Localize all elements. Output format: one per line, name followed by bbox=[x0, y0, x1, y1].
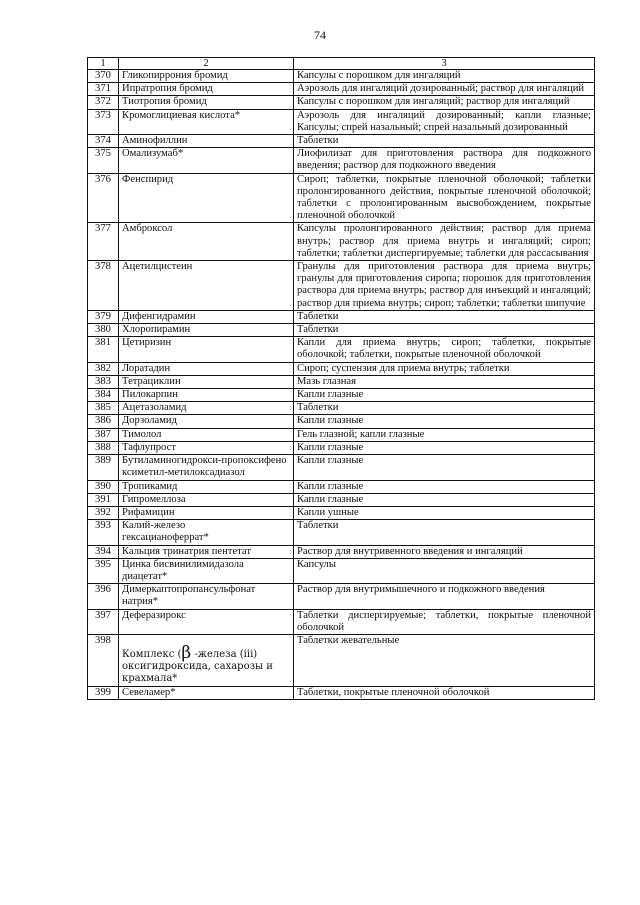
table-row bbox=[88, 686, 595, 699]
dosage-form: Аэрозоль для ингаляций дозированный; капли глазные; Капсулы; спрей назальный; спрей назальный дозированный bbox=[294, 109, 595, 134]
table-row bbox=[88, 173, 595, 223]
drug-name: Гликопиррония бромид bbox=[119, 70, 294, 83]
drug-name: Амброксол bbox=[119, 223, 294, 261]
dosage-form: Таблетки bbox=[294, 135, 595, 148]
row-number: 396 bbox=[88, 584, 119, 609]
table-row bbox=[88, 83, 595, 96]
dosage-form: Гранулы для приготовления раствора для приема внутрь; гранулы для приготовления сиропа; порошок для приготовления раствора для приема внутрь; раствор для инъекций и ингаляций; раствор для приема внутрь; сироп; таблетки; таблетки шипучие bbox=[294, 261, 595, 311]
row-number: 384 bbox=[88, 389, 119, 402]
table-row bbox=[88, 455, 595, 480]
dosage-form: Таблетки bbox=[294, 520, 595, 545]
dosage-form: Капли глазные bbox=[294, 480, 595, 493]
dosage-form: Капли глазные bbox=[294, 415, 595, 428]
page-number: 74 bbox=[314, 28, 326, 42]
drug-name: Аминофиллин bbox=[119, 135, 294, 148]
row-number: 387 bbox=[88, 428, 119, 441]
dosage-form: Раствор для внутримышечного и подкожного введения bbox=[294, 584, 595, 609]
dosage-form: Капли глазные bbox=[294, 455, 595, 480]
table-row bbox=[88, 148, 595, 173]
drug-name: Цинка бисвинилимидазола диацетат* bbox=[119, 558, 294, 583]
row-number: 383 bbox=[88, 375, 119, 388]
row-number: 391 bbox=[88, 493, 119, 506]
drug-name-suffix: -железа (iii) оксигидроксида, сахарозы и крахмала* bbox=[122, 648, 273, 685]
table-row bbox=[88, 415, 595, 428]
dosage-form: Капсулы bbox=[294, 558, 595, 583]
dosage-form: Таблетки жевательные bbox=[294, 634, 595, 686]
dosage-form: Таблетки bbox=[294, 324, 595, 337]
dosage-form: Капли для приема внутрь; сироп; таблетки, покрытые оболочкой; таблетки, покрытые пленочной оболочкой bbox=[294, 337, 595, 362]
beta-symbol: β bbox=[181, 642, 192, 663]
row-number: 381 bbox=[88, 337, 119, 362]
drug-name: Кальция тринатрия пентетат bbox=[119, 545, 294, 558]
table-row bbox=[88, 389, 595, 402]
row-number: 376 bbox=[88, 173, 119, 223]
row-number: 380 bbox=[88, 324, 119, 337]
dosage-form: Сироп; суспензия для приема внутрь; таблетки bbox=[294, 362, 595, 375]
dosage-form: Мазь глазная bbox=[294, 375, 595, 388]
drug-name bbox=[119, 634, 294, 686]
dosage-form: Сироп; таблетки, покрытые пленочной оболочкой; таблетки пролонгированного действия, покрытые пленочной оболочкой; таблетки с пролонгированным высвобождением, покрытые пленочной оболочкой bbox=[294, 173, 595, 223]
dosage-form: Таблетки bbox=[294, 310, 595, 323]
table-row bbox=[88, 362, 595, 375]
table-row bbox=[88, 441, 595, 454]
table-row bbox=[88, 70, 595, 83]
drug-name: Калий-железо гексацианоферрат* bbox=[119, 520, 294, 545]
row-number: 382 bbox=[88, 362, 119, 375]
row-number: 395 bbox=[88, 558, 119, 583]
table-row bbox=[88, 96, 595, 109]
row-number: 397 bbox=[88, 609, 119, 634]
drug-name: Цетиризин bbox=[119, 337, 294, 362]
row-number: 388 bbox=[88, 441, 119, 454]
drug-name: Ацетилцистеин bbox=[119, 261, 294, 311]
row-number: 398 bbox=[88, 634, 119, 686]
dosage-form: Капли глазные bbox=[294, 441, 595, 454]
dosage-form: Таблетки диспергируемые; таблетки, покрытые пленочной оболочкой bbox=[294, 609, 595, 634]
drug-name: Дорзоламид bbox=[119, 415, 294, 428]
dosage-form: Капли глазные bbox=[294, 493, 595, 506]
table-row bbox=[88, 558, 595, 583]
row-number: 372 bbox=[88, 96, 119, 109]
table-row bbox=[88, 480, 595, 493]
drug-name: Тетрациклин bbox=[119, 375, 294, 388]
row-number: 377 bbox=[88, 223, 119, 261]
drug-name: Кромоглициевая кислота* bbox=[119, 109, 294, 134]
row-number: 379 bbox=[88, 310, 119, 323]
drug-name: Тропикамид bbox=[119, 480, 294, 493]
drug-name: Лоратадин bbox=[119, 362, 294, 375]
dosage-form: Капли глазные bbox=[294, 389, 595, 402]
table-row bbox=[88, 109, 595, 134]
drug-name-prefix: Комплекс ( bbox=[122, 648, 182, 660]
table-row bbox=[88, 402, 595, 415]
column-header-number: 1 bbox=[88, 58, 119, 70]
dosage-form: Таблетки bbox=[294, 402, 595, 415]
drug-name: Рифамицин bbox=[119, 506, 294, 519]
column-header-name: 2 bbox=[119, 58, 294, 70]
drug-name: Ацетазоламид bbox=[119, 402, 294, 415]
table-row bbox=[88, 609, 595, 634]
drug-name: Гипромеллоза bbox=[119, 493, 294, 506]
drug-name: Бутиламиногидрокси-пропоксифеноксиметил-метилоксадиазол bbox=[119, 455, 294, 480]
row-number: 389 bbox=[88, 455, 119, 480]
row-number: 386 bbox=[88, 415, 119, 428]
table-row bbox=[88, 223, 595, 261]
table-row bbox=[88, 261, 595, 311]
table-row bbox=[88, 428, 595, 441]
row-number: 394 bbox=[88, 545, 119, 558]
drug-name: Тимолол bbox=[119, 428, 294, 441]
drug-name: Тафлупрост bbox=[119, 441, 294, 454]
table-row bbox=[88, 520, 595, 545]
dosage-form: Капсулы с порошком для ингаляций; раствор для ингаляций bbox=[294, 96, 595, 109]
table-row bbox=[88, 310, 595, 323]
table-row bbox=[88, 337, 595, 362]
dosage-form: Лиофилизат для приготовления раствора для подкожного введения; раствор для подкожного введения bbox=[294, 148, 595, 173]
row-number: 373 bbox=[88, 109, 119, 134]
dosage-form: Гель глазной; капли глазные bbox=[294, 428, 595, 441]
table-row bbox=[88, 506, 595, 519]
drug-name: Хлоропирамин bbox=[119, 324, 294, 337]
row-number: 393 bbox=[88, 520, 119, 545]
dosage-form: Раствор для внутривенного введения и ингаляций bbox=[294, 545, 595, 558]
table-row bbox=[88, 324, 595, 337]
row-number: 371 bbox=[88, 83, 119, 96]
table-row bbox=[88, 545, 595, 558]
row-number: 385 bbox=[88, 402, 119, 415]
drug-name: Димеркаптопропансульфонат натрия* bbox=[119, 584, 294, 609]
dosage-form: Аэрозоль для ингаляций дозированный; раствор для ингаляций bbox=[294, 83, 595, 96]
table-row bbox=[88, 135, 595, 148]
dosage-form: Таблетки, покрытые пленочной оболочкой bbox=[294, 686, 595, 699]
drug-name: Севеламер* bbox=[119, 686, 294, 699]
dosage-form: Капсулы пролонгированного действия; раствор для приема внутрь; раствор для приема внутрь и ингаляций; сироп; таблетки; таблетки диспергируемые; таблетки для рассасывания bbox=[294, 223, 595, 261]
drug-name: Омализумаб* bbox=[119, 148, 294, 173]
table-header-row bbox=[88, 58, 595, 70]
dosage-form: Капли ушные bbox=[294, 506, 595, 519]
table-row bbox=[88, 375, 595, 388]
row-number: 375 bbox=[88, 148, 119, 173]
table-row bbox=[88, 493, 595, 506]
drug-name: Деферазирокс bbox=[119, 609, 294, 634]
row-number: 390 bbox=[88, 480, 119, 493]
dosage-form: Капсулы с порошком для ингаляций bbox=[294, 70, 595, 83]
row-number: 399 bbox=[88, 686, 119, 699]
drug-name: Тиотропия бромид bbox=[119, 96, 294, 109]
drug-name: Фенспирид bbox=[119, 173, 294, 223]
drug-name: Ипратропия бромид bbox=[119, 83, 294, 96]
row-number: 378 bbox=[88, 261, 119, 311]
row-number: 374 bbox=[88, 135, 119, 148]
drug-name: Пилокарпин bbox=[119, 389, 294, 402]
drug-table bbox=[87, 57, 595, 700]
column-header-form: 3 bbox=[294, 58, 595, 70]
row-number: 392 bbox=[88, 506, 119, 519]
table-row bbox=[88, 634, 595, 686]
row-number: 370 bbox=[88, 70, 119, 83]
drug-name: Дифенгидрамин bbox=[119, 310, 294, 323]
table-row bbox=[88, 584, 595, 609]
